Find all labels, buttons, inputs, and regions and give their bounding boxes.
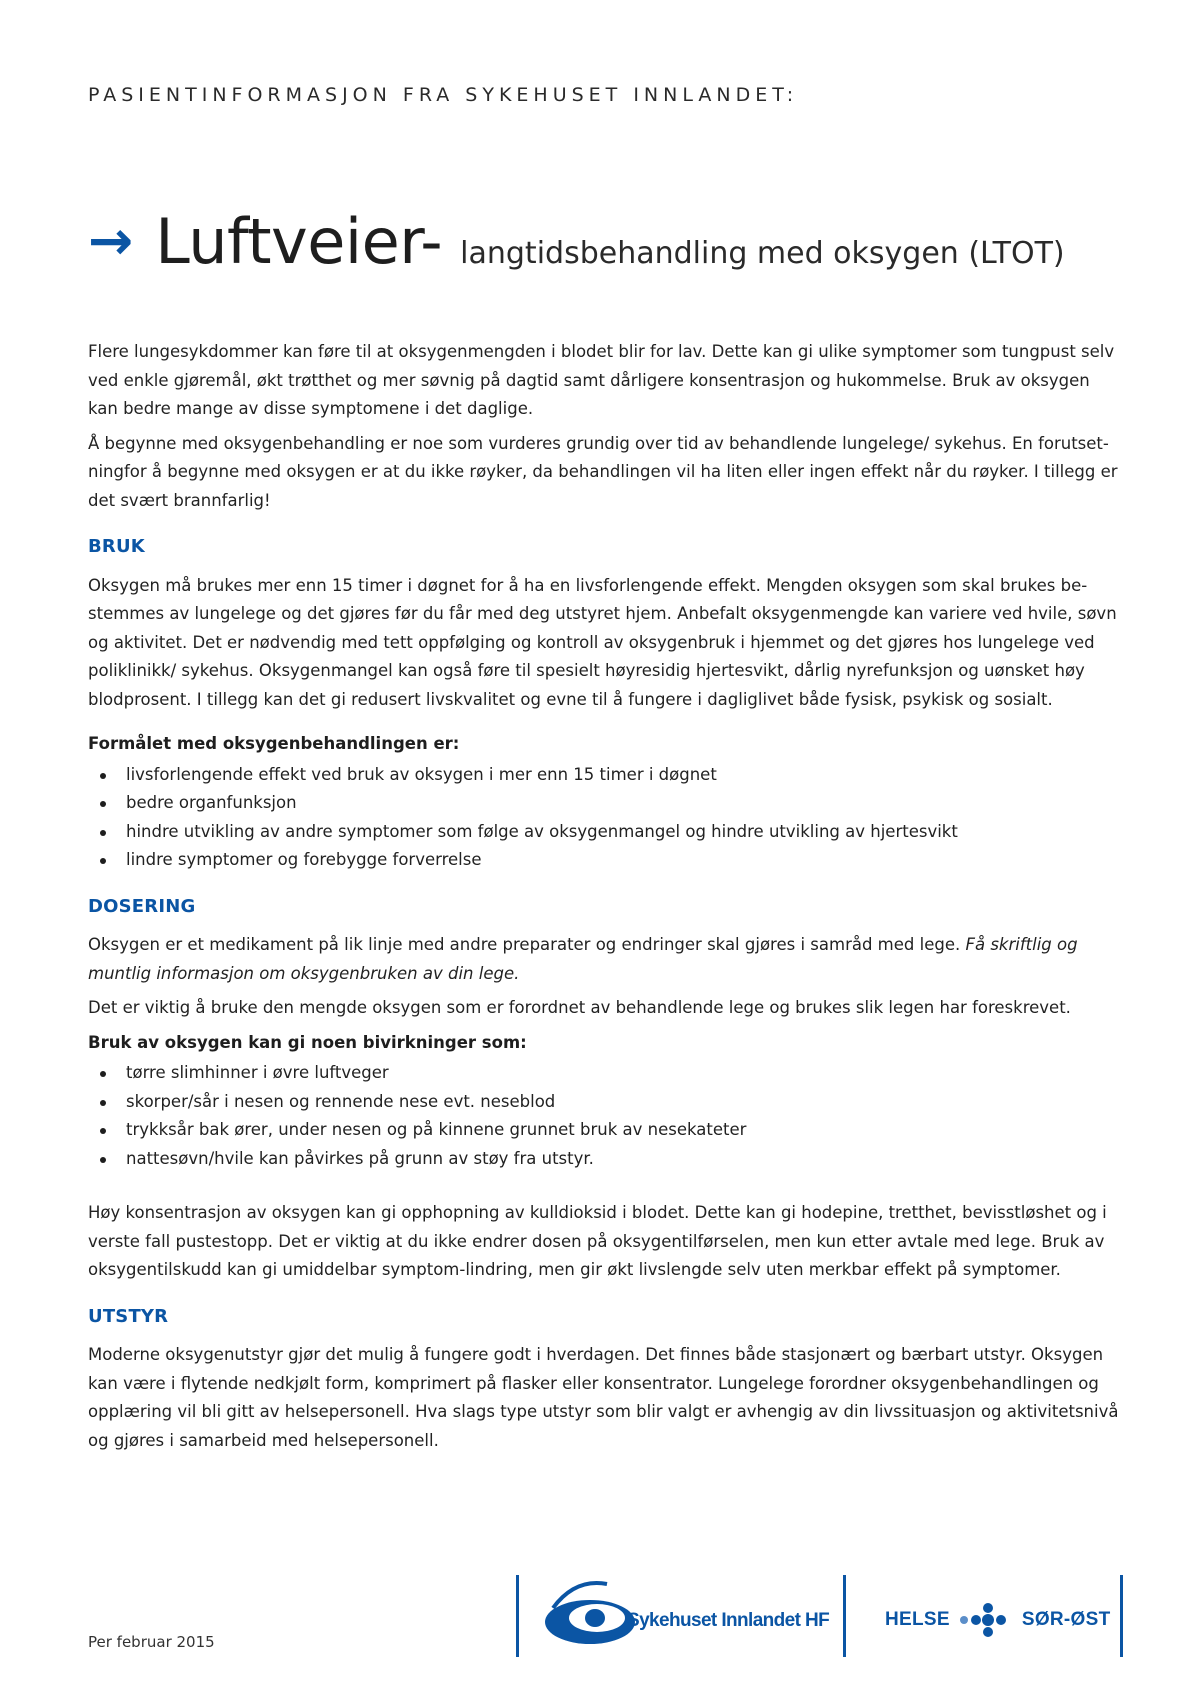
intro-paragraph-1: Flere lungesykdommer kan føre til at oksygenmengden i blodet blir for lav. Dette kan gi ulike symptomer som tungpust selv ved enkle gjøremål, økt trøtthet og mer søvnig på dagtid samt dårligere konsentrasjon og hukommelse. Bruk av oksygen kan bedre mange av disse symptomene i det daglige. <box>88 342 1115 418</box>
list-item: nattesøvn/hvile kan påvirkes på grunn av støy fra utstyr. <box>88 1145 1123 1174</box>
list-item: lindre symptomer og forebygge forverrelse <box>88 846 1123 875</box>
section-heading-utstyr: UTSTYR <box>88 1305 169 1327</box>
dosering-paragraph-1 <box>88 931 1123 988</box>
dosering-paragraph-2: Det er viktig å bruke den mengde oksygen som er forordnet av behandlende lege og brukes slik legen har foreskrevet. <box>88 998 1071 1017</box>
footer-divider <box>843 1575 846 1657</box>
section-heading-dosering: DOSERING <box>88 895 196 917</box>
title-main: Luftveier- <box>155 205 443 278</box>
dosering-paragraph-3: Høy konsentrasjon av oksygen kan gi opphopning av kulldioksid i blodet. Dette kan gi hodepine, tretthet, bevisstløshet og i verste fall pustestopp. Det er viktig at du ikke endrer dosen på oksygentilførselen, men kun etter avtale med lege. Bruk av oksygentilskudd kan gi umiddelbar symptom-lindring, men gir økt livslengde selv uten merkbar effekt på symptomer. <box>88 1203 1107 1279</box>
sykehuset-innlandet-logo-text: Sykehuset Innlandet HF <box>627 1610 830 1631</box>
footer-divider <box>516 1575 519 1657</box>
bruk-subheading: Formålet med oksygenbehandlingen er: <box>88 734 460 753</box>
document-title <box>88 205 1065 278</box>
document-kicker: PASIENTINFORMASJON FRA SYKEHUSET INNLANDET: <box>88 84 799 106</box>
footer-divider <box>1120 1575 1123 1657</box>
footer-date: Per februar 2015 <box>88 1633 215 1651</box>
helse-sor-ost-logo-right: SØR-ØST <box>1021 1609 1111 1630</box>
list-item: livsforlengende effekt ved bruk av oksygen i mer enn 15 timer i døgnet <box>88 761 1123 790</box>
list-item: hindre utvikling av andre symptomer som følge av oksygenmangel og hindre utvikling av hjertesvikt <box>88 818 1123 847</box>
document-body <box>88 338 1123 1461</box>
dosering-subheading: Bruk av oksygen kan gi noen bivirkninger som: <box>88 1032 527 1052</box>
title-subtitle: langtidsbehandling med oksygen (LTOT) <box>460 236 1065 271</box>
helse-sor-ost-logo-left: HELSE <box>885 1609 950 1630</box>
dosering-text: Oksygen er et medikament på lik linje med andre preparater og endringer skal gjøres i samråd med lege. <box>88 935 966 954</box>
arrow-right-icon: → <box>88 209 134 272</box>
list-item: trykksår bak ører, under nesen og på kinnene grunnet bruk av nesekateter <box>88 1116 1123 1145</box>
utstyr-paragraph: Moderne oksygenutstyr gjør det mulig å fungere godt i hverdagen. Det finnes både stasjonært og bærbart utstyr. Oksygen kan være i flytende nedkjølt form, komprimert på flasker eller konsentrator. Lungelege forordner oksygenbehandlingen og opplæring vil bli gitt av helsepersonell. Hva slags type utstyr som blir valgt er avhengig av din livssituasjon og aktivitetsnivå og gjøres i samarbeid med helsepersonell. <box>88 1345 1119 1450</box>
list-item: tørre slimhinner i øvre luftveger <box>88 1059 1123 1088</box>
intro-paragraph-2: Å begynne med oksygenbehandling er noe som vurderes grundig over tid av behandlende lungelege/ sykehus. En forutsetningfor å begynne med oksygen er at du ikke røyker, da behandlingen vil ha liten eller ingen effekt når du røyker. I tillegg er det svært brannfarlig! <box>88 433 1118 510</box>
dosering-list <box>88 1059 1123 1173</box>
section-heading-bruk: BRUK <box>88 536 145 557</box>
list-item: bedre organfunksjon <box>88 789 1123 818</box>
dots-logo-icon <box>956 1600 1016 1640</box>
helse-sor-ost-logo <box>885 1600 1111 1640</box>
list-item: skorper/sår i nesen og rennende nese evt. neseblod <box>88 1088 1123 1117</box>
dosering-italic-note: Få skriftlig og muntlig informasjon om oksygenbruken av din lege. <box>88 935 1078 983</box>
bruk-paragraph: Oksygen må brukes mer enn 15 timer i døgnet for å ha en livsforlengende effekt. Mengden oksygen som skal brukes bestemmes av lungelege og det gjøres før du får med deg utstyret hjem. Anbefalt oksygenmengde kan variere ved hvile, søvn og aktivitet. Det er nødvendig med tett oppfølging og kontroll av oksygenbruk i hjemmet og det gjøres hos lungelege ved poliklinikk/ sykehus. Oksygenmangel kan også føre til spesielt høyresidig hjertesvikt, dårlig nyrefunksjon og uønsket høy blodprosent. I tillegg kan det gi redusert livskvalitet og evne til å fungere i dagliglivet både fysisk, psykisk og sosialt. <box>88 575 1117 709</box>
bruk-list <box>88 761 1123 875</box>
